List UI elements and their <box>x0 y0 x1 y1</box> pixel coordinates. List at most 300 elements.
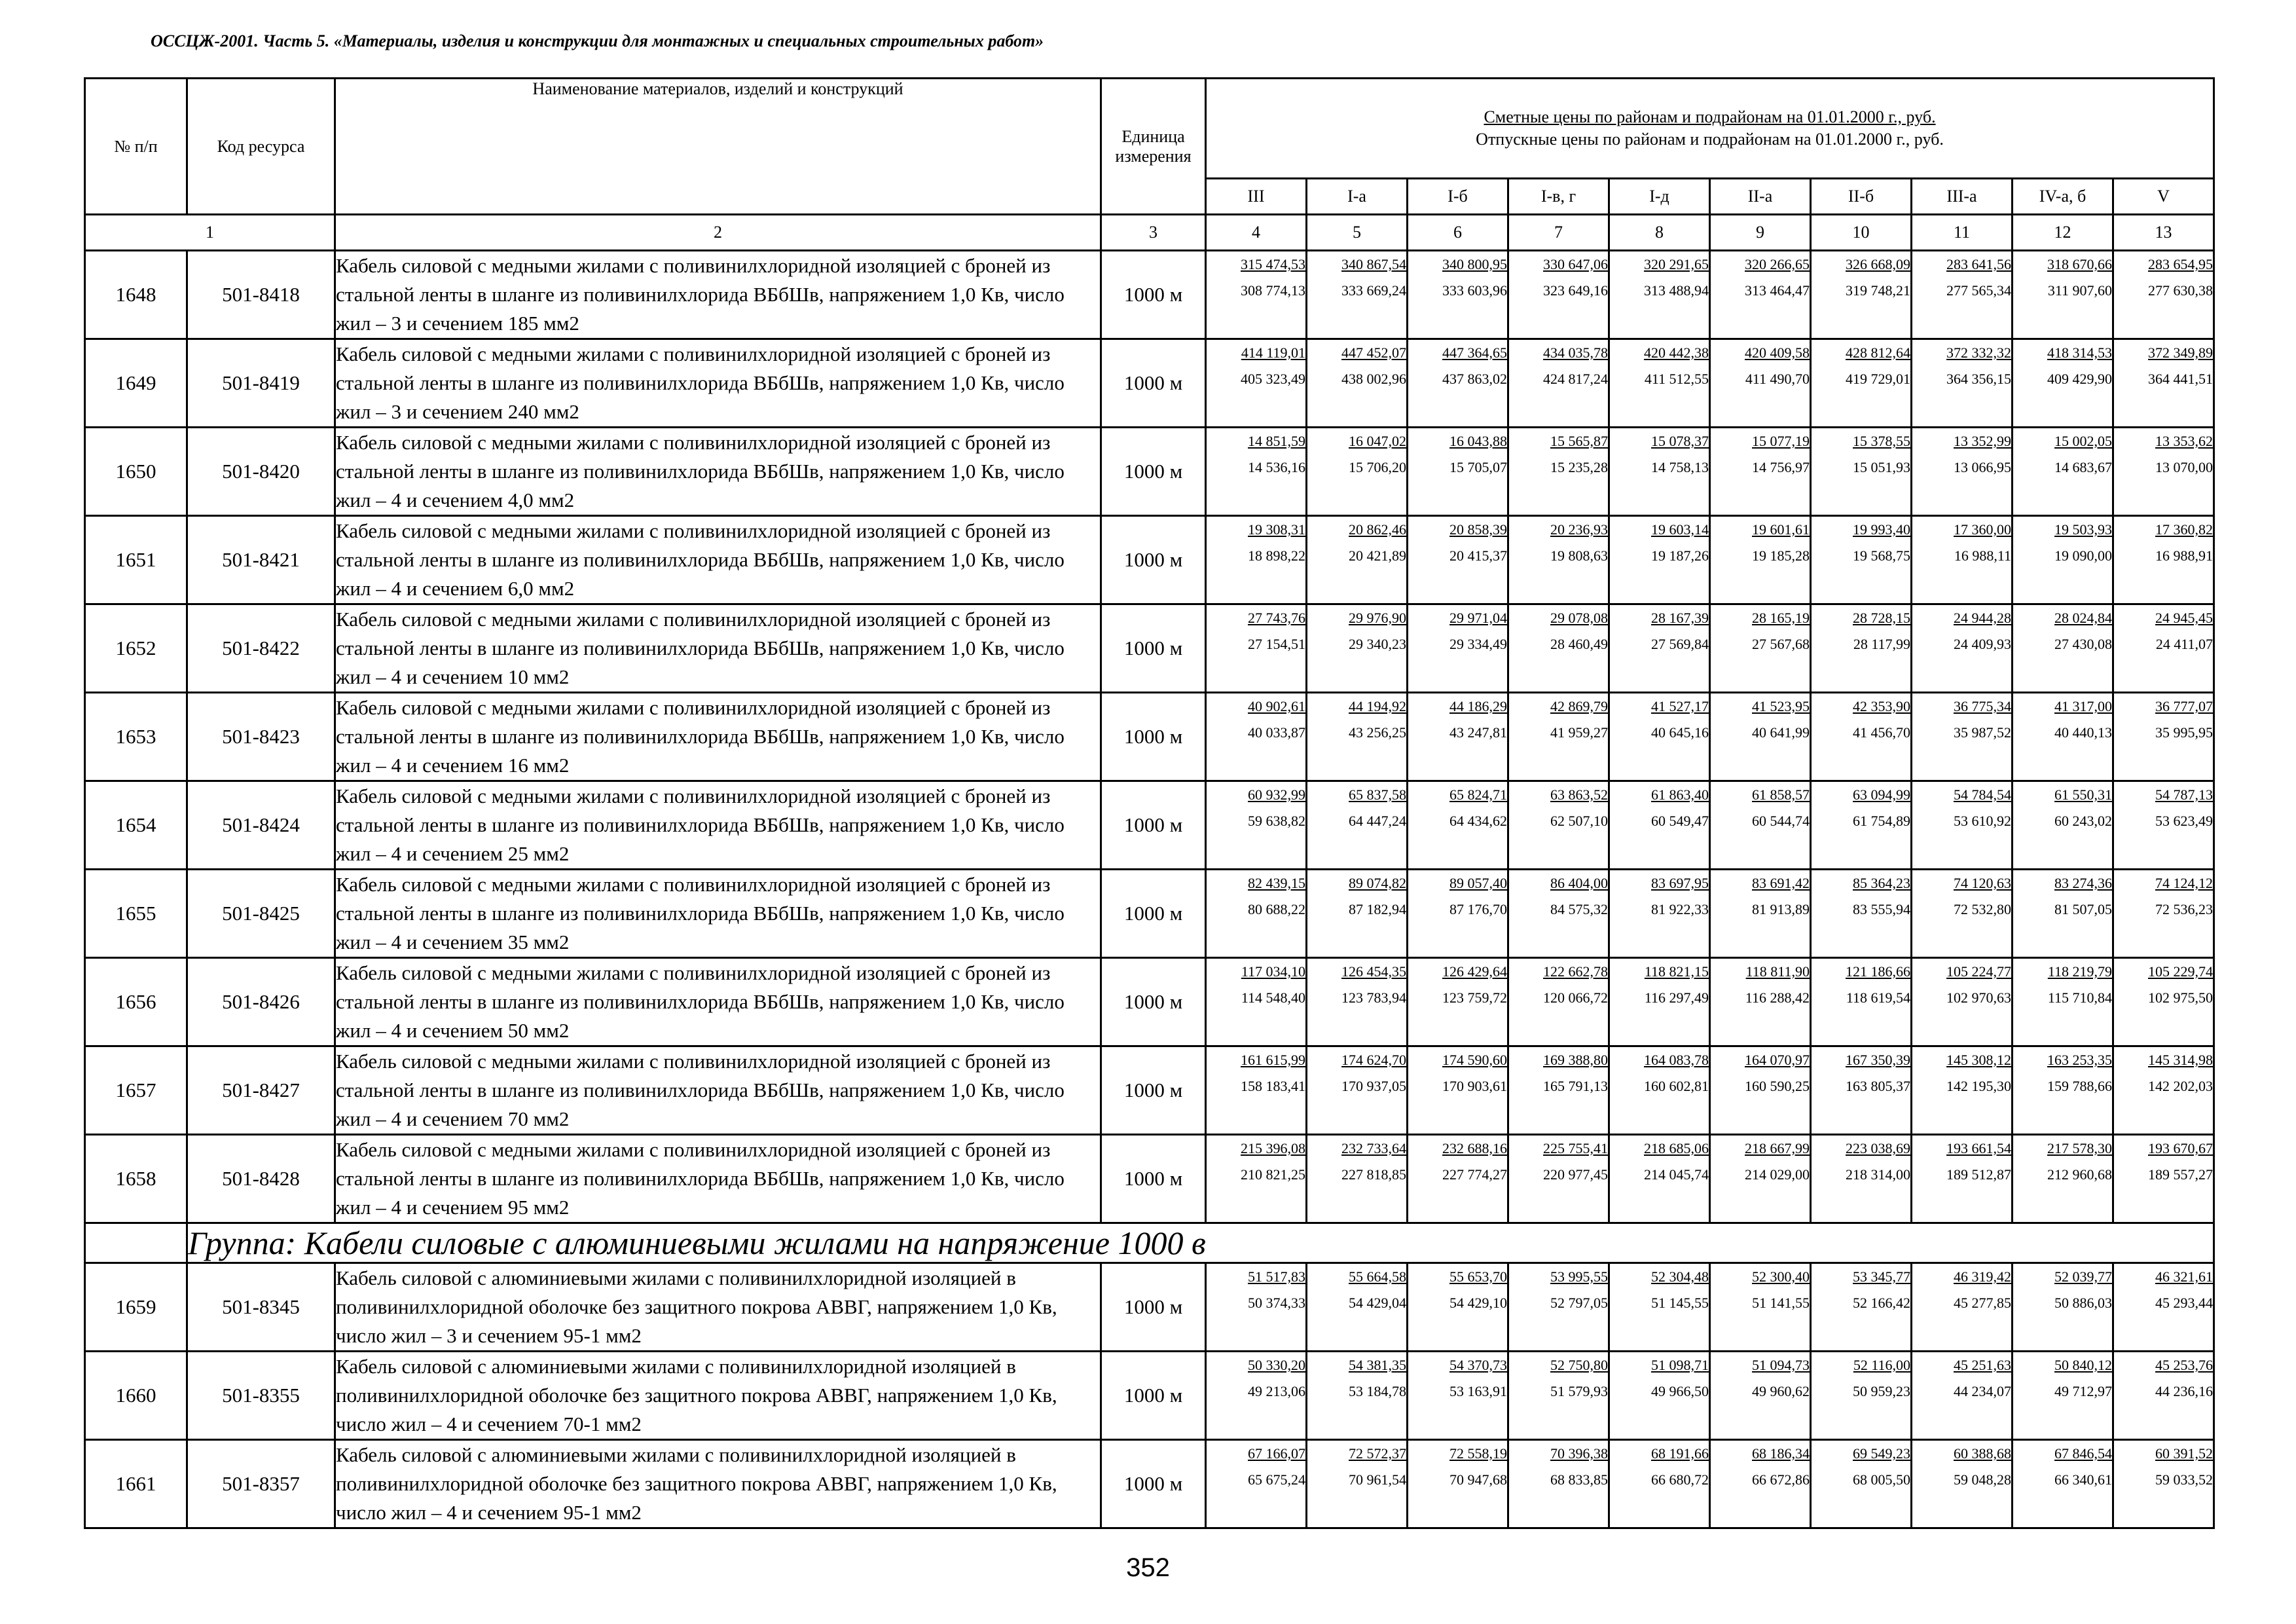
unit: 1000 м <box>1101 251 1206 339</box>
price-cell <box>1710 516 1811 604</box>
row-number: 1652 <box>85 604 187 693</box>
release-price: 115 710,84 <box>2047 989 2112 1006</box>
prices-title-release: Отпускные цены по районам и подрайонам на 01.01.2000 г., руб. <box>1476 130 1944 149</box>
estimate-price: 68 186,34 <box>1752 1445 1810 1462</box>
estimate-price: 19 308,31 <box>1248 521 1305 538</box>
table-row <box>85 604 2214 693</box>
price-cell <box>2013 1046 2113 1135</box>
estimate-price: 169 388,80 <box>1543 1052 1608 1068</box>
release-price: 15 235,28 <box>1550 459 1608 475</box>
price-cell <box>2013 339 2113 428</box>
release-price: 116 288,42 <box>1745 989 1810 1006</box>
estimate-price: 414 119,01 <box>1241 344 1305 361</box>
release-price: 277 630,38 <box>2148 282 2214 299</box>
estimate-price: 372 349,89 <box>2148 344 2214 361</box>
item-name: Кабель силовой с медными жилами с поливинилхлоридной изоляцией с броней из стальной ленты в шланге из поливинилхлорида ВБбШв, напряжением 1,0 Кв, число жил – 4 и сечением 16 мм2 <box>335 693 1101 781</box>
release-price: 64 434,62 <box>1449 813 1507 829</box>
price-cell <box>2013 428 2113 516</box>
price-cell <box>1508 604 1609 693</box>
estimate-price: 50 330,20 <box>1248 1357 1305 1373</box>
col-header-unit: Единица измерения <box>1101 79 1206 215</box>
item-name: Кабель силовой с алюминиевыми жилами с поливинилхлоридной изоляцией в поливинилхлоридной оболочке без защитного покрова АВВГ, напряжением 1,0 Кв, число жил – 4 и сечением 95-1 мм2 <box>335 1440 1101 1528</box>
row-number: 1660 <box>85 1352 187 1440</box>
price-cell <box>1609 516 1710 604</box>
price-cell <box>1206 1263 1307 1352</box>
price-cell <box>1609 604 1710 693</box>
release-price: 364 441,51 <box>2148 371 2214 387</box>
resource-code: 501-8420 <box>187 428 335 516</box>
price-cell <box>1206 1440 1307 1528</box>
estimate-price: 174 624,70 <box>1341 1052 1406 1068</box>
estimate-price: 60 932,99 <box>1248 786 1305 803</box>
price-cell <box>1710 604 1811 693</box>
estimate-price: 83 697,95 <box>1651 875 1709 891</box>
release-price: 51 579,93 <box>1550 1383 1608 1399</box>
table-row <box>85 428 2214 516</box>
price-cell <box>2113 1440 2214 1528</box>
price-cell <box>1206 693 1307 781</box>
price-cell <box>1912 870 2013 958</box>
estimate-price: 74 120,63 <box>1954 875 2011 891</box>
price-cell <box>1811 870 1912 958</box>
release-price: 15 706,20 <box>1349 459 1406 475</box>
column-number: 1 <box>85 215 335 251</box>
estimate-price: 27 743,76 <box>1248 610 1305 626</box>
price-cell <box>2013 870 2113 958</box>
price-cell <box>1408 1135 1508 1223</box>
estimate-price: 15 077,19 <box>1752 433 1810 449</box>
release-price: 49 960,62 <box>1752 1383 1810 1399</box>
estimate-price: 44 186,29 <box>1449 698 1507 714</box>
release-price: 35 987,52 <box>1954 724 2011 741</box>
price-cell <box>1609 693 1710 781</box>
item-name: Кабель силовой с алюминиевыми жилами с поливинилхлоридной изоляцией в поливинилхлоридной оболочке без защитного покрова АВВГ, напряжением 1,0 Кв, число жил – 3 и сечением 95-1 мм2 <box>335 1263 1101 1352</box>
release-price: 72 532,80 <box>1954 901 2011 917</box>
row-number: 1653 <box>85 693 187 781</box>
estimate-price: 428 812,64 <box>1846 344 1910 361</box>
table-row <box>85 1263 2214 1352</box>
price-cell <box>1508 870 1609 958</box>
release-price: 72 536,23 <box>2155 901 2214 917</box>
estimate-price: 19 993,40 <box>1853 521 1910 538</box>
release-price: 49 966,50 <box>1651 1383 1709 1399</box>
price-cell <box>2013 1440 2113 1528</box>
price-cell <box>1609 339 1710 428</box>
unit: 1000 м <box>1101 1135 1206 1223</box>
release-price: 114 548,40 <box>1241 989 1305 1006</box>
estimate-price: 41 523,95 <box>1752 698 1810 714</box>
price-cell <box>1206 781 1307 870</box>
table-row <box>85 781 2214 870</box>
estimate-price: 420 442,38 <box>1644 344 1709 361</box>
release-price: 87 182,94 <box>1349 901 1406 917</box>
price-cell <box>1609 1135 1710 1223</box>
release-price: 102 970,63 <box>1946 989 2011 1006</box>
price-cell <box>1811 693 1912 781</box>
price-cell <box>1609 1263 1710 1352</box>
price-cell <box>1912 1352 2013 1440</box>
estimate-price: 60 388,68 <box>1954 1445 2011 1462</box>
estimate-price: 225 755,41 <box>1543 1140 1608 1156</box>
release-price: 40 645,16 <box>1651 724 1709 741</box>
estimate-price: 17 360,00 <box>1954 521 2011 538</box>
price-cell <box>2013 1352 2113 1440</box>
price-cell <box>1508 1352 1609 1440</box>
column-number: 8 <box>1609 215 1710 251</box>
estimate-price: 44 194,92 <box>1349 698 1406 714</box>
release-price: 311 907,60 <box>2047 282 2112 299</box>
estimate-price: 40 902,61 <box>1248 698 1305 714</box>
price-cell <box>1508 516 1609 604</box>
release-price: 49 712,97 <box>2054 1383 2112 1399</box>
price-cell <box>1811 1263 1912 1352</box>
estimate-price: 51 094,73 <box>1752 1357 1810 1373</box>
estimate-price: 45 253,76 <box>2155 1357 2214 1373</box>
estimate-price: 232 733,64 <box>1341 1140 1406 1156</box>
price-cell <box>1710 958 1811 1046</box>
release-price: 20 415,37 <box>1449 547 1507 564</box>
price-cell <box>1307 604 1408 693</box>
release-price: 170 903,61 <box>1442 1078 1507 1094</box>
estimate-price: 24 944,28 <box>1954 610 2011 626</box>
estimate-price: 330 647,06 <box>1543 256 1608 272</box>
price-cell <box>1710 1046 1811 1135</box>
release-price: 61 754,89 <box>1853 813 1910 829</box>
price-cell <box>2113 693 2214 781</box>
price-cell <box>1710 870 1811 958</box>
estimate-price: 53 995,55 <box>1550 1268 1608 1285</box>
unit: 1000 м <box>1101 428 1206 516</box>
column-number: 12 <box>2013 215 2113 251</box>
price-cell <box>1609 870 1710 958</box>
price-cell <box>1912 428 2013 516</box>
price-cell <box>1408 781 1508 870</box>
estimate-price: 36 775,34 <box>1954 698 2011 714</box>
estimate-price: 20 858,39 <box>1449 521 1507 538</box>
release-price: 170 937,05 <box>1341 1078 1406 1094</box>
estimate-price: 117 034,10 <box>1241 963 1305 980</box>
release-price: 52 797,05 <box>1550 1295 1608 1311</box>
price-cell <box>1811 1046 1912 1135</box>
region-header: III <box>1206 179 1307 215</box>
release-price: 60 544,74 <box>1752 813 1810 829</box>
estimate-price: 118 219,79 <box>2047 963 2112 980</box>
estimate-price: 420 409,58 <box>1745 344 1810 361</box>
estimate-price: 122 662,78 <box>1543 963 1608 980</box>
release-price: 81 922,33 <box>1651 901 1709 917</box>
estimate-price: 52 300,40 <box>1752 1268 1810 1285</box>
resource-code: 501-8428 <box>187 1135 335 1223</box>
release-price: 123 783,94 <box>1341 989 1406 1006</box>
col-header-code: Код ресурса <box>187 79 335 215</box>
price-cell <box>1408 604 1508 693</box>
release-price: 142 202,03 <box>2148 1078 2214 1094</box>
row-number: 1656 <box>85 958 187 1046</box>
price-cell <box>1408 1440 1508 1528</box>
release-price: 59 048,28 <box>1954 1471 2011 1488</box>
price-cell <box>1912 1263 2013 1352</box>
price-cell <box>1912 1440 2013 1528</box>
estimate-price: 232 688,16 <box>1442 1140 1507 1156</box>
table-row <box>85 1440 2214 1528</box>
estimate-price: 29 078,08 <box>1550 610 1608 626</box>
table-body-copper <box>85 251 2214 1223</box>
estimate-price: 61 863,40 <box>1651 786 1709 803</box>
estimate-price: 72 558,19 <box>1449 1445 1507 1462</box>
release-price: 14 683,67 <box>2054 459 2112 475</box>
release-price: 64 447,24 <box>1349 813 1406 829</box>
price-cell <box>1508 693 1609 781</box>
estimate-price: 82 439,15 <box>1248 875 1305 891</box>
price-cell <box>1710 428 1811 516</box>
document-header: ОССЦЖ-2001. Часть 5. «Материалы, изделия и конструкции для монтажных и специальных строительных работ» <box>151 31 1044 50</box>
table-row <box>85 339 2214 428</box>
price-cell <box>1508 251 1609 339</box>
region-header: V <box>2113 179 2214 215</box>
unit: 1000 м <box>1101 870 1206 958</box>
release-price: 313 488,94 <box>1644 282 1709 299</box>
release-price: 333 603,96 <box>1442 282 1507 299</box>
release-price: 18 898,22 <box>1248 547 1305 564</box>
price-cell <box>2013 781 2113 870</box>
release-price: 24 411,07 <box>2155 636 2214 652</box>
release-price: 27 567,68 <box>1752 636 1810 652</box>
price-cell <box>1508 1263 1609 1352</box>
estimate-price: 51 517,83 <box>1248 1268 1305 1285</box>
estimate-price: 83 274,36 <box>2054 875 2112 891</box>
row-number: 1661 <box>85 1440 187 1528</box>
price-cell <box>1508 1135 1609 1223</box>
price-cell <box>1307 1263 1408 1352</box>
release-price: 60 549,47 <box>1651 813 1709 829</box>
release-price: 62 507,10 <box>1550 813 1608 829</box>
release-price: 160 590,25 <box>1745 1078 1810 1094</box>
price-cell <box>1307 516 1408 604</box>
release-price: 102 975,50 <box>2148 989 2214 1006</box>
price-cell <box>2013 693 2113 781</box>
release-price: 45 277,85 <box>1954 1295 2011 1311</box>
price-cell <box>2013 1135 2113 1223</box>
release-price: 59 638,82 <box>1248 813 1305 829</box>
release-price: 120 066,72 <box>1543 989 1608 1006</box>
estimate-price: 83 691,42 <box>1752 875 1810 891</box>
price-cell <box>1912 693 2013 781</box>
release-price: 16 988,91 <box>2155 547 2214 564</box>
column-number: 6 <box>1408 215 1508 251</box>
resource-code: 501-8355 <box>187 1352 335 1440</box>
release-price: 50 886,03 <box>2054 1295 2112 1311</box>
price-cell <box>2113 428 2214 516</box>
estimate-price: 54 787,13 <box>2155 786 2214 803</box>
release-price: 43 247,81 <box>1449 724 1507 741</box>
release-price: 13 066,95 <box>1954 459 2011 475</box>
release-price: 227 818,85 <box>1341 1166 1406 1183</box>
estimate-price: 53 345,77 <box>1853 1268 1910 1285</box>
price-cell <box>1408 1352 1508 1440</box>
table-row <box>85 693 2214 781</box>
release-price: 44 234,07 <box>1954 1383 2011 1399</box>
estimate-price: 447 364,65 <box>1442 344 1507 361</box>
estimate-price: 74 124,12 <box>2155 875 2214 891</box>
unit: 1000 м <box>1101 1263 1206 1352</box>
table-row <box>85 1046 2214 1135</box>
col-header-name: Наименование материалов, изделий и конструкций <box>335 79 1101 215</box>
resource-code: 501-8418 <box>187 251 335 339</box>
release-price: 19 568,75 <box>1853 547 1910 564</box>
estimate-price: 89 074,82 <box>1349 875 1406 891</box>
price-cell <box>1307 1352 1408 1440</box>
row-number: 1650 <box>85 428 187 516</box>
price-cell <box>2013 958 2113 1046</box>
price-cell <box>1408 428 1508 516</box>
release-price: 14 756,97 <box>1752 459 1810 475</box>
price-cell <box>2113 339 2214 428</box>
release-price: 323 649,16 <box>1543 282 1608 299</box>
release-price: 19 808,63 <box>1550 547 1608 564</box>
table-row <box>85 251 2214 339</box>
price-cell <box>2113 781 2214 870</box>
estimate-price: 105 229,74 <box>2148 963 2214 980</box>
release-price: 14 536,16 <box>1248 459 1305 475</box>
release-price: 51 145,55 <box>1651 1295 1709 1311</box>
item-name: Кабель силовой с медными жилами с поливинилхлоридной изоляцией с броней из стальной ленты в шланге из поливинилхлорида ВБбШв, напряжением 1,0 Кв, число жил – 4 и сечением 25 мм2 <box>335 781 1101 870</box>
estimate-price: 52 750,80 <box>1550 1357 1608 1373</box>
resource-code: 501-8345 <box>187 1263 335 1352</box>
release-price: 15 051,93 <box>1853 459 1910 475</box>
release-price: 123 759,72 <box>1442 989 1507 1006</box>
release-price: 41 959,27 <box>1550 724 1608 741</box>
unit: 1000 м <box>1101 1440 1206 1528</box>
price-cell <box>1811 1440 1912 1528</box>
row-number: 1658 <box>85 1135 187 1223</box>
unit: 1000 м <box>1101 1352 1206 1440</box>
price-cell <box>1508 1046 1609 1135</box>
estimate-price: 63 863,52 <box>1550 786 1608 803</box>
release-price: 66 680,72 <box>1651 1471 1709 1488</box>
price-cell <box>1408 251 1508 339</box>
release-price: 68 833,85 <box>1550 1471 1608 1488</box>
release-price: 43 256,25 <box>1349 724 1406 741</box>
unit: 1000 м <box>1101 693 1206 781</box>
estimate-price: 164 083,78 <box>1644 1052 1709 1068</box>
estimate-price: 46 319,42 <box>1954 1268 2011 1285</box>
price-cell <box>1912 958 2013 1046</box>
region-header: I-д <box>1609 179 1710 215</box>
release-price: 29 334,49 <box>1449 636 1507 652</box>
column-number: 3 <box>1101 215 1206 251</box>
release-price: 70 947,68 <box>1449 1471 1507 1488</box>
price-cell <box>1811 958 1912 1046</box>
price-cell <box>1206 428 1307 516</box>
resource-code: 501-8424 <box>187 781 335 870</box>
resource-code: 501-8357 <box>187 1440 335 1528</box>
price-cell <box>1206 870 1307 958</box>
item-name: Кабель силовой с медными жилами с поливинилхлоридной изоляцией с броней из стальной ленты в шланге из поливинилхлорида ВБбШв, напряжением 1,0 Кв, число жил – 4 и сечением 35 мм2 <box>335 870 1101 958</box>
price-cell <box>1508 958 1609 1046</box>
estimate-price: 36 777,07 <box>2155 698 2214 714</box>
price-cell <box>1912 251 2013 339</box>
price-cell <box>1811 1352 1912 1440</box>
unit: 1000 м <box>1101 781 1206 870</box>
release-price: 165 791,13 <box>1543 1078 1608 1094</box>
row-number: 1651 <box>85 516 187 604</box>
resource-code: 501-8421 <box>187 516 335 604</box>
estimate-price: 52 039,77 <box>2054 1268 2112 1285</box>
estimate-price: 70 396,38 <box>1550 1445 1608 1462</box>
region-header: IV-а, б <box>2013 179 2113 215</box>
release-price: 142 195,30 <box>1946 1078 2011 1094</box>
release-price: 277 565,34 <box>1946 282 2011 299</box>
release-price: 313 464,47 <box>1745 282 1810 299</box>
column-number: 9 <box>1710 215 1811 251</box>
estimate-price: 24 945,45 <box>2155 610 2214 626</box>
estimate-price: 372 332,32 <box>1946 344 2011 361</box>
unit: 1000 м <box>1101 604 1206 693</box>
release-price: 118 619,54 <box>1846 989 1910 1006</box>
price-cell <box>1811 516 1912 604</box>
estimate-price: 118 811,90 <box>1745 963 1810 980</box>
price-cell <box>1912 604 2013 693</box>
estimate-price: 163 253,35 <box>2047 1052 2112 1068</box>
price-cell <box>1307 339 1408 428</box>
column-number: 2 <box>335 215 1101 251</box>
release-price: 437 863,02 <box>1442 371 1507 387</box>
price-cell <box>1307 428 1408 516</box>
price-cell <box>1710 693 1811 781</box>
release-price: 40 440,13 <box>2054 724 2112 741</box>
price-cell <box>1408 339 1508 428</box>
estimate-price: 215 396,08 <box>1241 1140 1305 1156</box>
price-cell <box>1912 781 2013 870</box>
col-header-prices <box>1206 79 2214 179</box>
release-price: 65 675,24 <box>1248 1471 1305 1488</box>
price-cell <box>1811 428 1912 516</box>
estimate-price: 17 360,82 <box>2155 521 2214 538</box>
region-header: I-б <box>1408 179 1508 215</box>
release-price: 19 090,00 <box>2054 547 2112 564</box>
release-price: 54 429,10 <box>1449 1295 1507 1311</box>
table-row <box>85 1352 2214 1440</box>
prices-title-estimate: Сметные цены по районам и подрайонам на 01.01.2000 г., руб. <box>1484 107 1936 126</box>
resource-code: 501-8425 <box>187 870 335 958</box>
region-header: II-б <box>1811 179 1912 215</box>
price-cell <box>1206 1046 1307 1135</box>
release-price: 29 340,23 <box>1349 636 1406 652</box>
price-cell <box>2113 516 2214 604</box>
estimate-price: 51 098,71 <box>1651 1357 1709 1373</box>
estimate-price: 54 370,73 <box>1449 1357 1507 1373</box>
estimate-price: 20 236,93 <box>1550 521 1608 538</box>
price-cell <box>2113 1263 2214 1352</box>
estimate-price: 46 321,61 <box>2155 1268 2214 1285</box>
price-cell <box>1811 339 1912 428</box>
column-number: 10 <box>1811 215 1912 251</box>
estimate-price: 193 670,67 <box>2148 1140 2214 1156</box>
price-cell <box>1408 870 1508 958</box>
estimate-price: 19 603,14 <box>1651 521 1709 538</box>
item-name: Кабель силовой с медными жилами с поливинилхлоридной изоляцией с броней из стальной ленты в шланге из поливинилхлорида ВБбШв, напряжением 1,0 Кв, число жил – 4 и сечением 6,0 мм2 <box>335 516 1101 604</box>
release-price: 411 490,70 <box>1745 371 1810 387</box>
release-price: 15 705,07 <box>1449 459 1507 475</box>
price-table <box>84 77 2215 1529</box>
estimate-price: 16 043,88 <box>1449 433 1507 449</box>
estimate-price: 447 452,07 <box>1341 344 1406 361</box>
estimate-price: 19 601,61 <box>1752 521 1810 538</box>
release-price: 66 672,86 <box>1752 1471 1810 1488</box>
price-cell <box>2013 516 2113 604</box>
price-cell <box>1206 251 1307 339</box>
release-price: 163 805,37 <box>1846 1078 1910 1094</box>
